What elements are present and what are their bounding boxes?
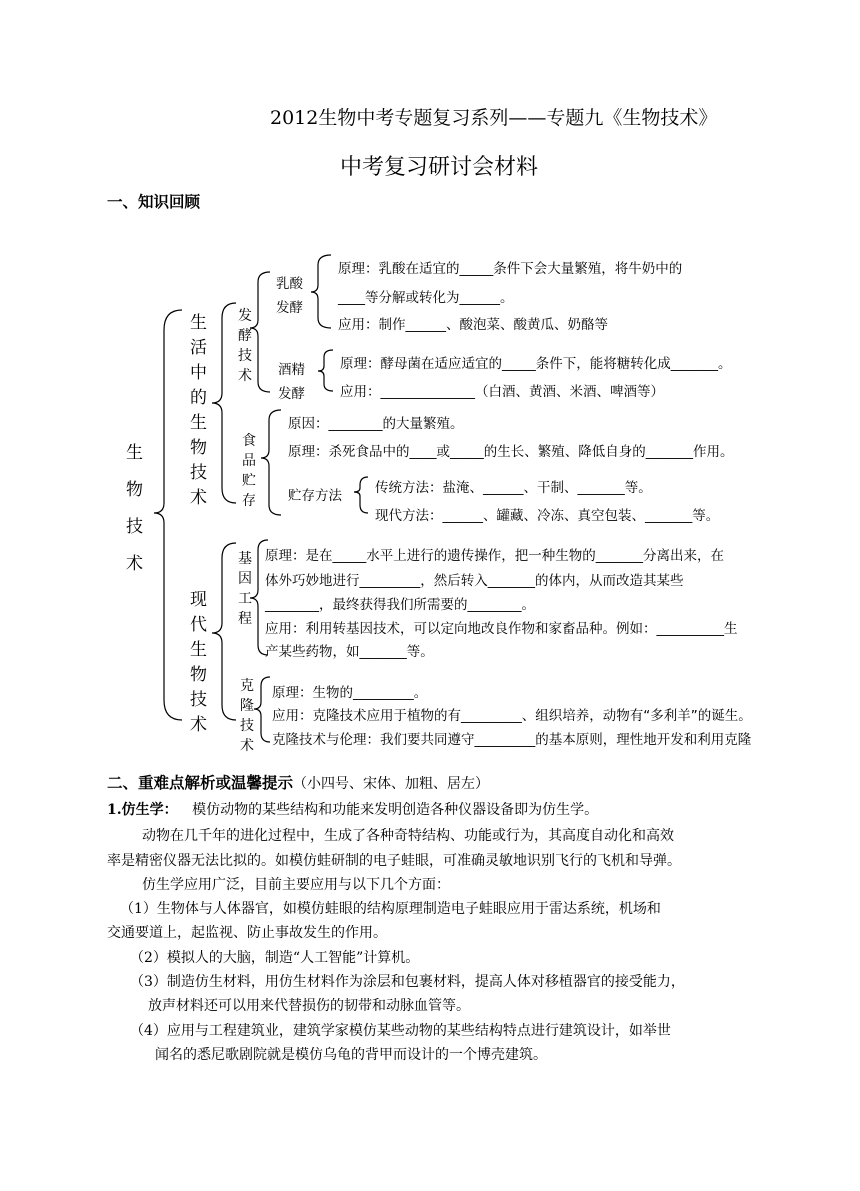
point-3-line-1: （3）制造仿生材料，用仿生材料作为涂层和包裹材料，提高人体对移植器官的接受能力， [130,974,685,990]
gene-line: 应用：利用转基因技术，可以定向地改良作物和家畜品种。例如：__________生 [265,621,738,637]
clone-line: 原理：生物的_________。 [272,685,428,701]
lactic-application: 应用：制作______、酸泡菜、酸黄瓜、奶酪等 [338,317,608,333]
point-4-line-1: （4）应用与工程建筑业，建筑学家模仿某些动物的某些结构特点进行建筑设计，如举世 [130,1023,671,1039]
food-storage-label: 食 品 贮 存 [242,433,256,509]
root-label: 生 物 技 术 [126,443,143,574]
gene-line: 原理：是在_____水平上进行的遗传操作，把一种生物的_______分离出来，在 [265,548,724,564]
bracket-life [212,303,236,503]
storage-cause: 原因：________的大量繁殖。 [288,416,464,432]
lactic-label-1: 乳酸 [276,276,303,292]
document-subtitle: 中考复习研讨会材料 [340,155,539,180]
gene-line: ________，最终获得我们所需要的________。 [265,597,535,613]
storage-modern: 现代方法：______、罐藏、冷冻、真空包装、_______等。 [375,508,720,524]
ferment-label: 发 酵 技 术 [238,308,252,384]
bracket-clone [254,677,270,742]
point-1-line-2: 交通要道上，起监视、防止事故发生的作用。 [107,925,387,941]
clone-line: 克隆技术与伦理：我们要共同遵守_________的基本原则，理性地开发和利用克隆 [272,732,752,748]
bracket-root [154,310,182,720]
storage-methods-label: 贮存方法 [288,488,342,504]
bracket-modern [212,543,236,720]
section-2-note: （小四号、宋体、加粗、居左） [293,776,490,792]
point-3-line-2: 放声材料还可以用来代替损伤的韧带和动脉血管等。 [148,998,470,1014]
bracket-lactic [311,255,331,328]
lactic-principle-2: ____等分解或转化为______。 [338,290,514,306]
gene-line: 产某些药物，如_______等。 [265,644,434,660]
point-2-line-1: （2）模拟人的大脑，制造“人工智能”计算机。 [130,950,420,966]
section-2-title: 二、重难点解析或温馨提示 [107,774,294,792]
bionics-label: 1.仿生学： [107,802,178,818]
document-title: 2012生物中考专题复习系列——专题九《生物技术》 [270,107,718,129]
alcohol-label-1: 酒精 [278,362,305,378]
bionics-definition: 模仿动物的某些结构和功能来发明创造各种仪器设备即为仿生学。 [192,802,599,818]
lactic-label-2: 发酵 [276,300,303,316]
bionics-definition-line [107,799,598,819]
section-1-heading: 一、知识回顾 [107,193,201,211]
bracket-storage-methods [354,477,368,513]
point-4-line-2: 闻名的悉尼歌剧院就是模仿乌龟的背甲而设计的一个博壳建筑。 [155,1047,547,1063]
storage-principle: 原理：杀死食品中的____或_____的生长、繁殖、降低自身的_______作用。 [288,444,734,460]
paragraph-line: 率是精密仪器无法比拟的。如模仿蛙研制的电子蛙眼，可准确灵敏地识别飞行的飞机和导弹。 [107,853,681,869]
clone-label: 克 隆 技 术 [240,678,254,754]
storage-traditional: 传统方法：盐淹、______、干制、_______等。 [375,480,652,496]
section-2-heading [107,771,489,793]
gene-eng-label: 基 因 工 程 [238,551,252,627]
gene-line: 体外巧妙地进行_________，然后转入_______的体内，从而改造其某些 [265,573,684,589]
paragraph-line: 动物在几千年的进化过程中，生成了各种奇特结构、功能或行为，其高度自动化和高效 [142,828,674,844]
bracket-alcohol [318,350,333,391]
modern-tech-label: 现 代 生 物 技 术 [190,590,207,735]
alcohol-application: 应用：______________（白酒、黄酒、米酒、啤酒等） [340,384,664,400]
clone-line: 应用：克隆技术应用于植物的有_________、组织培养，动物有“多利羊”的诞生。 [272,708,752,724]
paragraph-line: 仿生学应用广泛，目前主要应用与以下几个方面： [142,877,450,893]
life-tech-label: 生 活 中 的 生 物 技 术 [190,313,207,508]
bracket-ferment [250,272,270,392]
point-1-line-1: （1）生物体与人体器官，如模仿蛙眼的结构原理制造电子蛙眼应用于雷达系统，机场和 [120,901,661,917]
alcohol-label-2: 发酵 [278,386,305,402]
alcohol-principle: 原理：酵母菌在适应适宜的_____条件下，能将糖转化成_______。 [340,356,732,372]
lactic-principle-1: 原理：乳酸在适宜的_____条件下会大量繁殖，将牛奶中的 [338,261,683,277]
bracket-food [261,410,281,515]
